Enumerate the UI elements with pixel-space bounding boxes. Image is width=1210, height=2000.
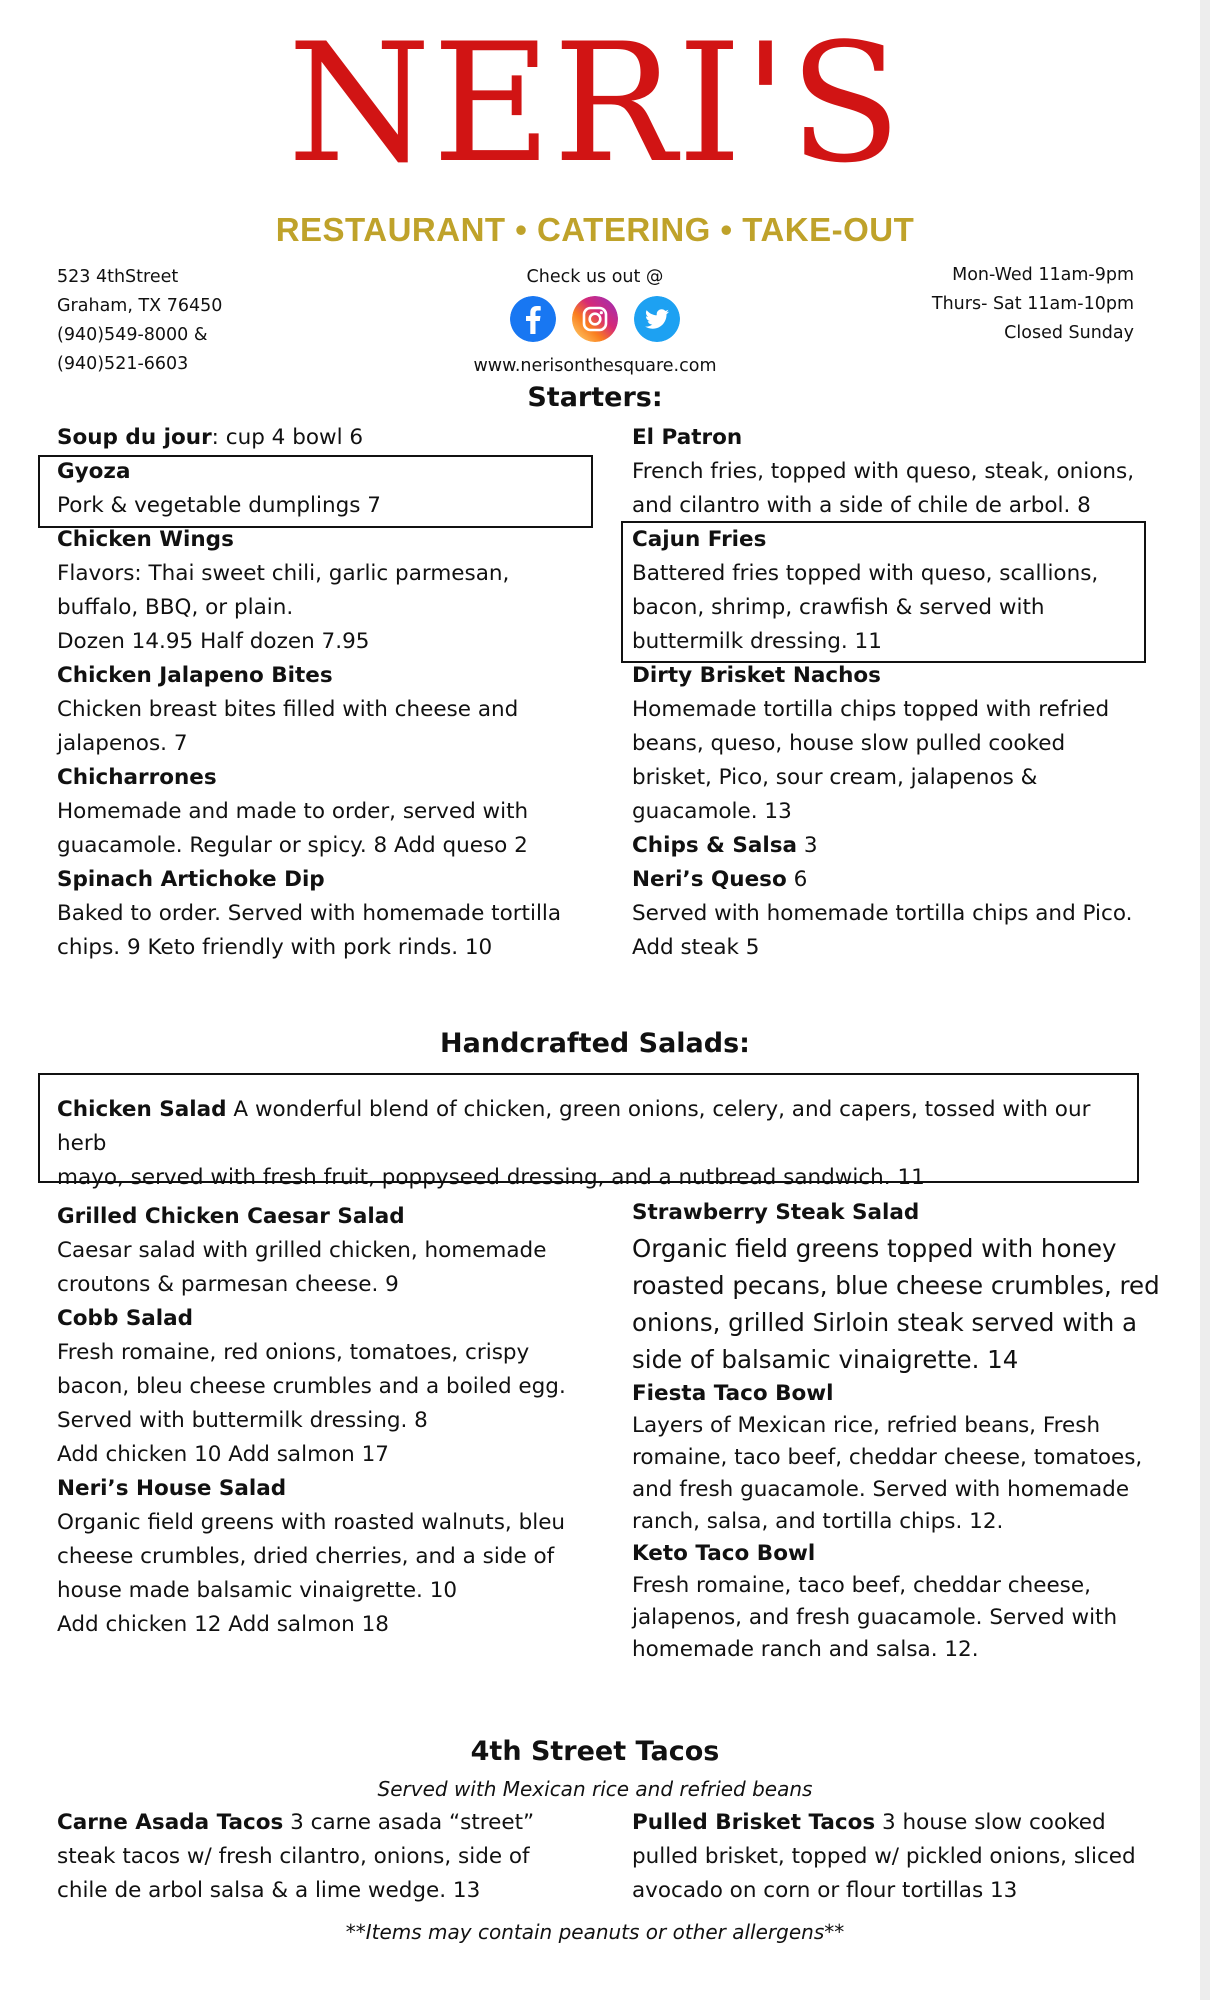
item-name: Neri’s Queso [632, 867, 787, 892]
menu-item-spinach-dip: Spinach Artichoke Dip [57, 867, 325, 892]
item-description: onions, grilled Sirloin steak served with a [632, 1308, 1138, 1337]
item-description: buffalo, BBQ, or plain. [57, 595, 294, 620]
item-description: Flavors: Thai sweet chili, garlic parmesan, [57, 561, 510, 586]
tagline: RESTAURANT • CATERING • TAKE-OUT [275, 211, 915, 248]
salads-left-column [57, 1200, 597, 1642]
item-description: Baked to order. Served with homemade tortilla [57, 901, 562, 926]
item-description: Add steak 5 [632, 935, 760, 960]
item-description: Chicken breast bites filled with cheese and [57, 697, 519, 722]
social-icons [440, 292, 750, 352]
menu-item-el-patron: El Patron [632, 425, 743, 450]
restaurant-logo: NERI'S [287, 8, 903, 199]
menu-item-jalapeno-bites: Chicken Jalapeno Bites [57, 663, 333, 688]
item-price: 6 [786, 867, 808, 892]
item-description: buttermilk dressing. 11 [632, 629, 882, 654]
item-description: chile de arbol salsa & a lime wedge. 13 [57, 1878, 481, 1903]
item-description: guacamole. 13 [632, 799, 792, 824]
check-us-out-label: Check us out @ [526, 267, 664, 287]
item-description: bacon, shrimp, crawfish & served with [632, 595, 1045, 620]
item-description: Caesar salad with grilled chicken, homemade [57, 1238, 547, 1263]
salads-right-column [632, 1196, 1162, 1378]
address-city: Graham, TX 76450 [57, 296, 223, 316]
hours-sunday: Closed Sunday [1004, 323, 1134, 343]
item-name: Chicken Salad [57, 1097, 227, 1122]
twitter-icon[interactable] [634, 296, 680, 342]
hours-block [830, 261, 1134, 348]
item-description: jalapenos. 7 [57, 731, 188, 756]
item-description: Served with buttermilk dressing. 8 [57, 1408, 428, 1433]
item-description: brisket, Pico, sour cream, jalapenos & [632, 765, 1038, 790]
starters-right-column [632, 421, 1152, 965]
item-name: Pulled Brisket Tacos [632, 1810, 876, 1835]
item-description: Homemade and made to order, served with [57, 799, 529, 824]
item-description: A wonderful blend of chicken, green onions, celery, and capers, tossed with our herb [57, 1097, 1091, 1156]
item-description: mayo, served with fresh fruit, poppyseed dressing, and a nutbread sandwich. 11 [57, 1165, 925, 1190]
item-description: steak tacos w/ fresh cilantro, onions, side of [57, 1844, 530, 1869]
address-street: 523 4thStreet [57, 267, 179, 287]
item-description: Add chicken 12 Add salmon 18 [57, 1612, 389, 1637]
item-description: Add chicken 10 Add salmon 17 [57, 1442, 389, 1467]
salads-heading: Handcrafted Salads: [440, 1028, 750, 1059]
item-description: Organic field greens with roasted walnuts, bleu [57, 1510, 566, 1535]
item-name: Chips & Salsa [632, 833, 798, 858]
item-description: avocado on corn or flour tortillas 13 [632, 1878, 1018, 1903]
item-description: Organic field greens topped with honey [632, 1234, 1117, 1263]
menu-item-fiesta-taco-bowl: Fiesta Taco Bowl [632, 1381, 834, 1406]
item-name: Soup du jour [57, 425, 212, 450]
hours-mon-wed: Mon-Wed 11am-9pm [952, 265, 1134, 285]
item-description: Layers of Mexican rice, refried beans, Fresh [632, 1413, 1101, 1438]
item-description: pulled brisket, topped w/ pickled onions, sliced [632, 1844, 1136, 1869]
menu-item-chicharrones: Chicharrones [57, 765, 217, 790]
menu-item-house-salad: Neri’s House Salad [57, 1476, 287, 1501]
item-description: bacon, bleu cheese crumbles and a boiled egg. [57, 1374, 566, 1399]
item-description: romaine, taco beef, cheddar cheese, tomatoes, [632, 1445, 1143, 1470]
menu-item-keto-taco-bowl: Keto Taco Bowl [632, 1541, 816, 1566]
item-description: Pork & vegetable dumplings 7 [57, 493, 381, 518]
item-description: guacamole. Regular or spicy. 8 Add queso 2 [57, 833, 528, 858]
item-description: 3 carne asada “street” [283, 1810, 535, 1835]
menu-item-pulled-brisket-tacos [632, 1806, 1172, 1908]
item-description: homemade ranch and salsa. 12. [632, 1637, 979, 1662]
item-description: roasted pecans, blue cheese crumbles, red [632, 1271, 1160, 1300]
item-description: chips. 9 Keto friendly with pork rinds. 10 [57, 935, 493, 960]
tacos-heading: 4th Street Tacos [470, 1736, 720, 1767]
item-description: side of balsamic vinaigrette. 14 [632, 1345, 1019, 1374]
item-description: ranch, salsa, and tortilla chips. 12. [632, 1509, 1004, 1534]
menu-item-chicken-wings: Chicken Wings [57, 527, 234, 552]
starters-left-column [57, 421, 597, 965]
phone-1[interactable]: (940)549-8000 & [57, 325, 208, 345]
item-description: Homemade tortilla chips topped with refried [632, 697, 1110, 722]
item-description: Served with homemade tortilla chips and Pico. [632, 901, 1133, 926]
menu-item-caesar-salad: Grilled Chicken Caesar Salad [57, 1204, 405, 1229]
item-price: : cup 4 bowl 6 [211, 425, 364, 450]
facebook-icon[interactable] [510, 296, 556, 342]
menu-item-chicken-salad [57, 1093, 1137, 1195]
menu-item-strawberry-steak-salad: Strawberry Steak Salad [632, 1200, 920, 1225]
item-description: cheese crumbles, dried cherries, and a side of [57, 1544, 555, 1569]
menu-item-brisket-nachos: Dirty Brisket Nachos [632, 663, 881, 688]
item-description: Fresh romaine, taco beef, cheddar cheese, [632, 1573, 1091, 1598]
taco-bowls-column [632, 1378, 1162, 1666]
allergen-note: **Items may contain peanuts or other allergens** [345, 1920, 845, 1944]
menu-item-cobb-salad: Cobb Salad [57, 1306, 194, 1331]
item-description: beans, queso, house slow pulled cooked [632, 731, 1066, 756]
item-description: croutons & parmesan cheese. 9 [57, 1272, 399, 1297]
item-price: 3 [797, 833, 818, 858]
tacos-subtitle: Served with Mexican rice and refried beans [377, 1777, 813, 1801]
menu-item-neris-queso [632, 863, 1152, 897]
item-description: and cilantro with a side of chile de arbol. 8 [632, 493, 1091, 518]
item-description: Dozen 14.95 Half dozen 7.95 [57, 629, 370, 654]
item-name: Carne Asada Tacos [57, 1810, 284, 1835]
menu-item-gyoza: Gyoza [57, 459, 131, 484]
item-description: 3 house slow cooked [875, 1810, 1106, 1835]
address-block [57, 263, 357, 379]
hours-thu-sat: Thurs- Sat 11am-10pm [931, 294, 1134, 314]
item-description: Fresh romaine, red onions, tomatoes, crispy [57, 1340, 530, 1365]
item-description: Battered fries topped with queso, scallions, [632, 561, 1099, 586]
menu-item-soup [57, 421, 597, 455]
phone-2[interactable]: (940)521-6603 [57, 354, 189, 374]
social-block [440, 263, 750, 381]
item-description: and fresh guacamole. Served with homemade [632, 1477, 1130, 1502]
website-link[interactable]: www.nerisonthesquare.com [473, 356, 717, 376]
menu-item-chips-salsa [632, 829, 1152, 863]
instagram-icon[interactable] [572, 296, 618, 342]
item-description: French fries, topped with queso, steak, onions, [632, 459, 1135, 484]
item-description: house made balsamic vinaigrette. 10 [57, 1578, 458, 1603]
starters-heading: Starters: [527, 382, 663, 413]
menu-item-cajun-fries: Cajun Fries [632, 527, 767, 552]
menu-item-carne-asada-tacos [57, 1806, 617, 1908]
item-description: jalapenos, and fresh guacamole. Served with [632, 1605, 1118, 1630]
